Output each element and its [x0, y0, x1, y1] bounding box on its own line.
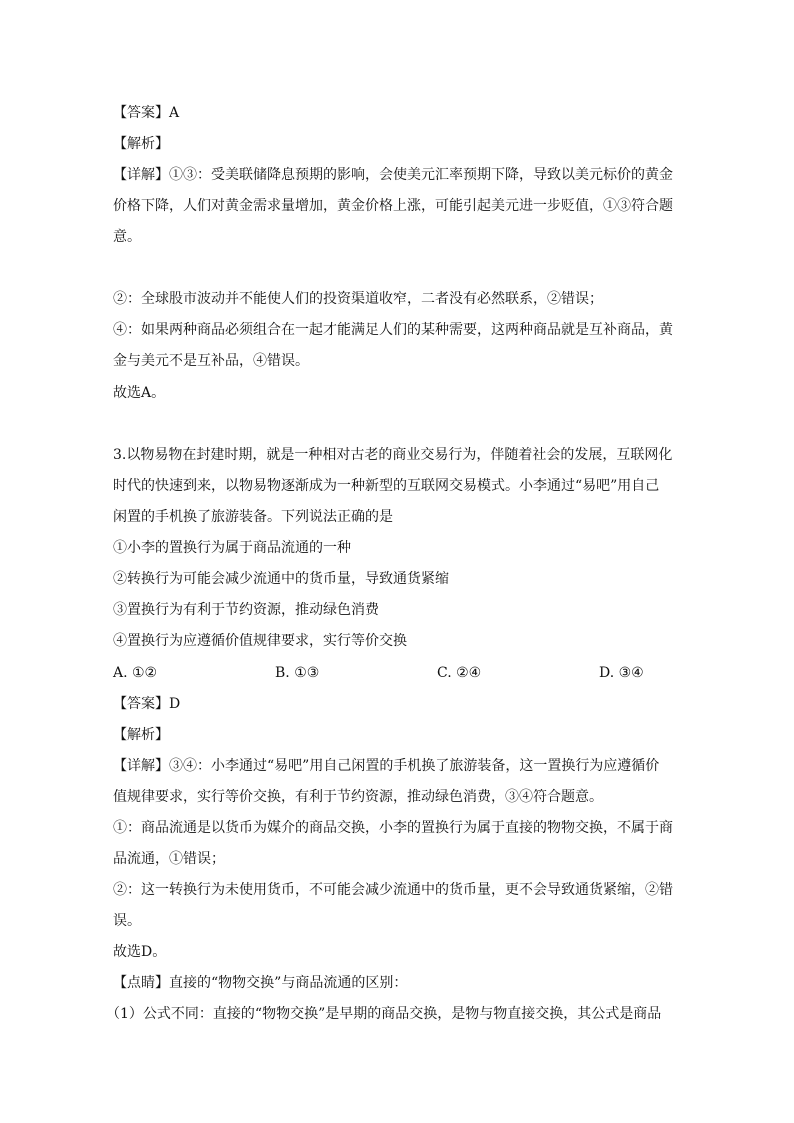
q3-statement: ④置换行为应遵循价值规律要求，实行等价交换: [113, 633, 407, 649]
q3-detail-line: ①：商品流通是以货币为媒介的商品交换，小李的置换行为属于直接的物物交换，不属于商: [113, 820, 673, 836]
q3-option-d: D. ③④: [599, 665, 644, 681]
q3-statement: ③置换行为有利于节约资源，推动绿色消费: [113, 602, 379, 618]
q3-detail-line: 值规律要求，实行等价交换，有利于节约资源，推动绿色消费，③④符合题意。: [113, 789, 603, 805]
q3-stem-line: 3.以物易物在封建时期，就是一种相对古老的商业交易行为，伴随着社会的发展，互联网化: [113, 447, 673, 463]
q2-conclusion: 故选A。: [113, 385, 166, 401]
q2-point: ④：如果两种商品必须组合在一起才能满足人们的某种需要，这两种商品就是互补商品，黄: [113, 322, 673, 338]
q3-stem-line: 闲置的手机换了旅游装备。下列说法正确的是: [113, 509, 393, 525]
q3-detail-line: 【详解】③④：小李通过“易吧”用自己闲置的手机换了旅游装备，这一置换行为应遵循价: [113, 758, 660, 774]
q3-note-line: （1）公式不同：直接的“物物交换”是早期的商品交换，是物与物直接交换，其公式是商品: [106, 1006, 662, 1022]
q2-detail-line: 【详解】①③：受美联储降息预期的影响，会使美元汇率预期下降，导致以美元标价的黄金: [113, 167, 673, 183]
q2-detail-line: 价格下降，人们对黄金需求量增加，黄金价格上涨，可能引起美元进一步贬值，①③符合题: [113, 198, 673, 214]
q3-detail-line: ②：这一转换行为未使用货币，不可能会减少流通中的货币量，更不会导致通货紧缩，②错: [113, 882, 673, 898]
q3-statement: ①小李的置换行为属于商品流通的一种: [113, 540, 351, 556]
q2-detail-line: 意。: [113, 229, 141, 245]
q3-stem-line: 时代的快速到来，以物易物逐渐成为一种新型的互联网交易模式。小李通过“易吧”用自己: [113, 478, 660, 494]
q3-conclusion: 故选D。: [113, 944, 167, 960]
q2-point: ②：全球股市波动并不能使人们的投资渠道收窄，二者没有必然联系，②错误；: [113, 291, 603, 307]
q2-point: 金与美元不是互补品，④错误。: [113, 353, 309, 369]
q3-analysis-heading: 【解析】: [113, 727, 169, 743]
q3-option-a: A. ①②: [113, 665, 158, 681]
q3-answer: 【答案】D: [113, 696, 181, 712]
q3-detail-line: 误。: [113, 913, 141, 929]
q3-detail-line: 品流通，①错误；: [113, 851, 225, 867]
q3-note-heading: 【点睛】直接的“物物交换”与商品流通的区别：: [113, 975, 408, 991]
q3-option-c: C. ②④: [437, 665, 482, 681]
q3-statement: ②转换行为可能会减少流通中的货币量，导致通货紧缩: [113, 571, 449, 587]
q2-analysis-heading: 【解析】: [113, 136, 169, 152]
q2-answer: 【答案】A: [113, 105, 180, 121]
q3-option-b: B. ①③: [275, 665, 320, 681]
